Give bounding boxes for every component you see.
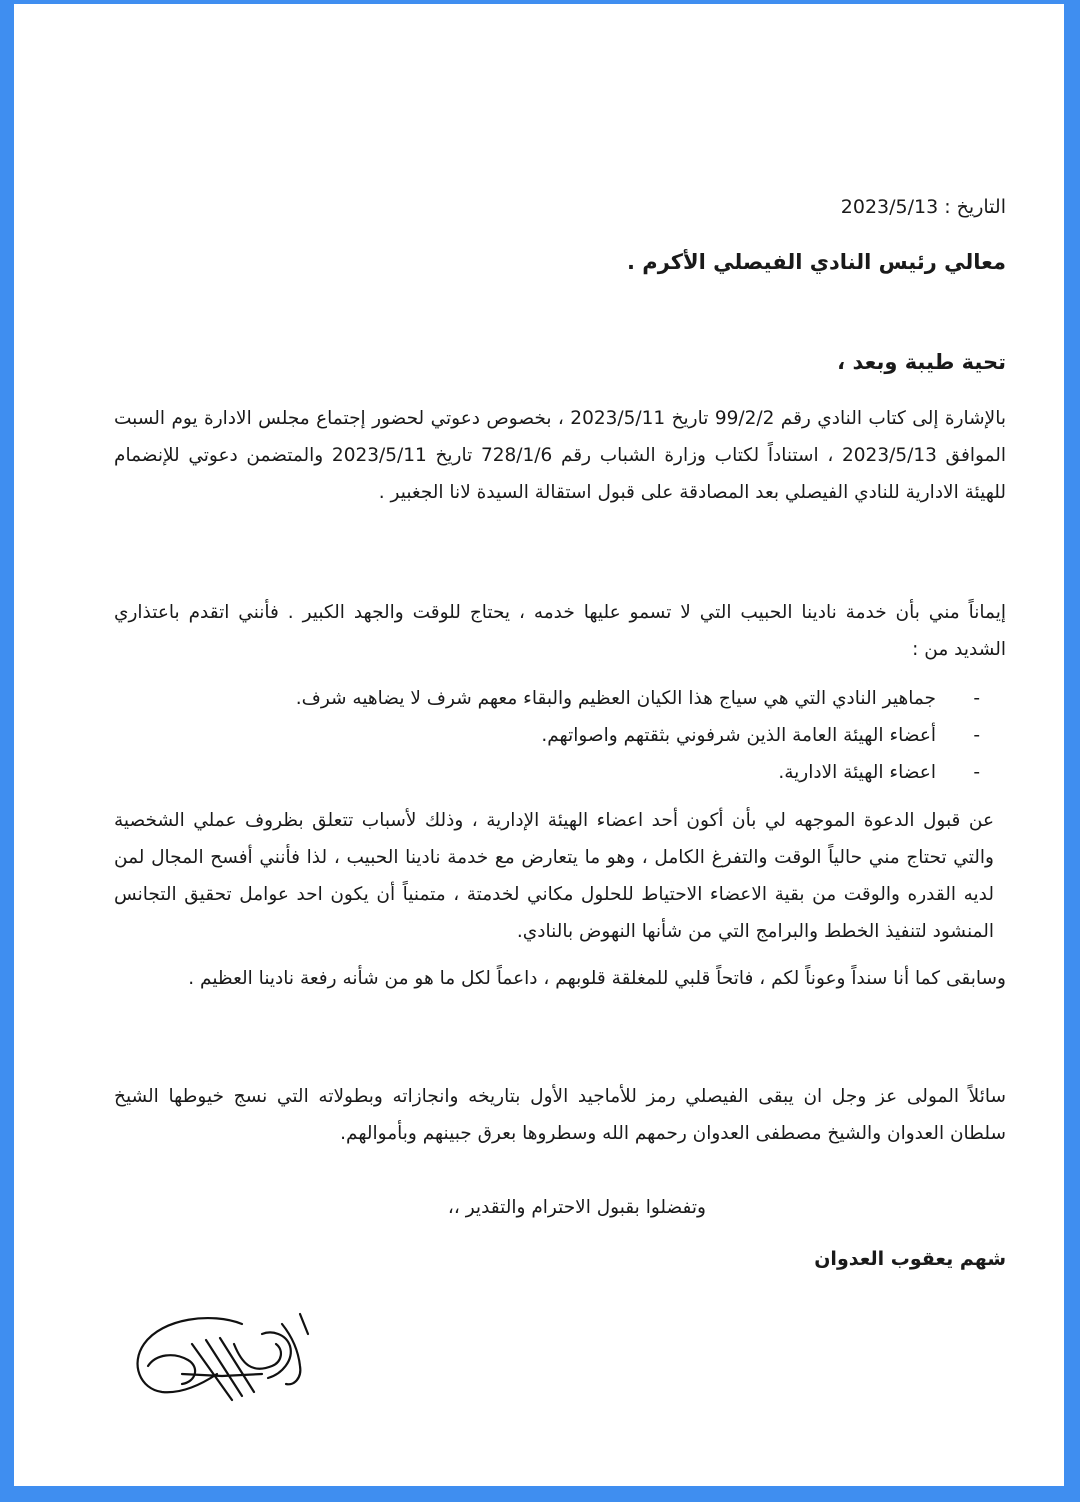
paragraph-support: وسابقى كما أنا سنداً وعوناً لكم ، فاتحاً قلبي للمغلقة قلوبهم ، داعماً لكل ما هو من شأنه رفعة نادينا العظيم .	[188, 968, 1006, 989]
list-item-text: جماهير النادي التي هي سياج هذا الكيان العظيم والبقاء معهم شرف لا يضاهيه شرف.	[295, 688, 936, 709]
letter-closing: وتفضلوا بقبول الاحترام والتقدير ،،	[447, 1197, 706, 1218]
paragraph-prayer: سائلاً المولى عز وجل ان يبقى الفيصلي رمز للأماجيد الأول بتاريخه وانجازاته وبطولاته التي نسج خيوطها الشيخ سلطان العدوان والشيخ مصطفى العدوان رحمهم الله وسطروها بعرق جبينهم وبأموالهم.	[114, 1086, 1006, 1144]
paragraph-apology-intro: إيماناً مني بأن خدمة نادينا الحبيب التي لا تسمو عليها خدمه ، يحتاج للوقت والجهد الكبير . فأنني اتقدم باعتذاري الشديد من :	[114, 602, 1006, 660]
apology-list	[114, 680, 1006, 791]
paragraph-reference: بالإشارة إلى كتاب النادي رقم 99/2/2 تاريخ 2023/5/11 ، بخصوص دعوتي لحضور إجتماع مجلس الادارة يوم السبت الموافق 2023/5/13 ، استناداً لكتاب وزارة الشباب رقم 728/1/6 تاريخ 2023/5/11 والمتضمن دعوتي للإنضمام للهيئة الادارية للنادي الفيصلي بعد المصادقة على قبول استقالة السيدة لانا الجغبير .	[114, 408, 1006, 503]
list-item-text: اعضاء الهيئة الادارية.	[778, 762, 936, 783]
list-item	[114, 754, 1006, 791]
letter-page	[14, 4, 1064, 1486]
list-dash: -	[973, 762, 980, 783]
list-item	[114, 717, 1006, 754]
list-dash: -	[973, 725, 980, 746]
sender-name: شهم يعقوب العدوان	[814, 1248, 1006, 1270]
letter-greeting: تحية طيبة وبعد ،	[837, 350, 1006, 374]
signature-icon	[122, 1304, 322, 1414]
paragraph-reasons: عن قبول الدعوة الموجهه لي بأن أكون أحد اعضاء الهيئة الإدارية ، وذلك لأسباب تتعلق بظروف عملي الشخصية والتي تحتاج مني حالياً الوقت والتفرغ الكامل ، وهو ما يتعارض مع خدمة نادينا الحبيب ، لذا فأنني أفسح المجال لمن لديه القدره والوقت من بقية الاعضاء الاحتياط للحلول مكاني لخدمتة ، متمنياً أن يكون احد عوامل تحقيق التجانس المنشود لتنفيذ الخطط والبرامج التي من شأنها النهوض بالنادي.	[114, 810, 994, 942]
list-item-text: أعضاء الهيئة العامة الذين شرفوني بثقتهم واصواتهم.	[541, 725, 936, 746]
list-dash: -	[973, 688, 980, 709]
letter-date: التاريخ : 2023/5/13	[840, 196, 1006, 218]
letter-addressee: معالي رئيس النادي الفيصلي الأكرم .	[627, 250, 1006, 274]
list-item	[114, 680, 1006, 717]
